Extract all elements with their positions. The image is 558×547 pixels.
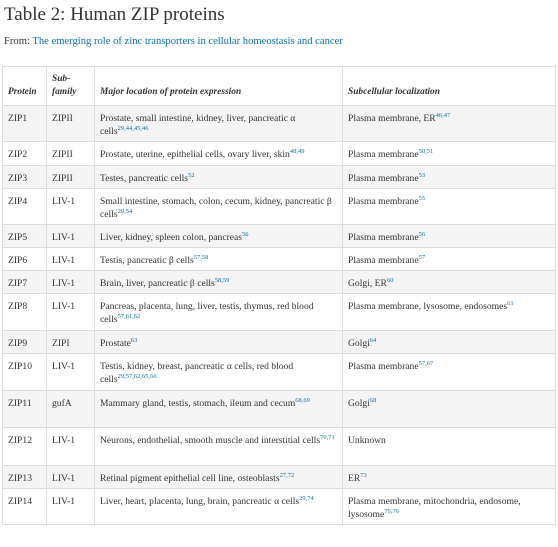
cell-protein-text: ZIP1 [8,113,28,124]
reference-link[interactable]: 73 [360,471,367,479]
table-row [3,466,556,489]
header-location: Major location of protein expression [95,67,343,106]
cell-subcellular [343,466,556,489]
header-subcellular: Subcellular localization [343,67,556,106]
cell-subcellular [343,331,556,354]
cell-subcellular-text: Plasma membrane [348,232,419,243]
cell-location-text: Liver, heart, placenta, lung, brain, pancreatic α cells [100,496,300,507]
cell-subfamily-text: gufA [52,398,72,409]
cell-subfamily-text: LIV-1 [52,361,76,372]
cell-location [95,294,343,331]
reference-link[interactable]: 56 [242,230,249,238]
table-row [3,189,556,225]
cell-subcellular-text: ER [348,473,361,484]
reference-link[interactable]: 68,69 [295,396,310,404]
cell-location [95,466,343,489]
table-row [3,489,556,525]
cell-subcellular-text: Golgi, ER [348,278,387,289]
cell-location-text: Neurons, endothelial, smooth muscle and interstitial cells [100,435,321,446]
cell-protein-text: ZIP13 [8,473,32,484]
reference-link[interactable]: 29,54 [117,207,133,215]
cell-location-text: Brain, liver, pancreatic β cells [100,278,215,289]
cell-subfamily-text: LIV-1 [52,255,76,266]
cell-subfamily [47,466,95,489]
cell-protein [3,106,47,142]
cell-protein [3,225,47,248]
cell-protein-text: ZIP4 [8,196,28,207]
reference-link[interactable]: 46,47 [435,111,451,119]
cell-location [95,271,343,294]
cell-protein [3,248,47,271]
reference-link[interactable]: 57,61,62 [117,312,141,320]
cell-subfamily-text: ZIPII [52,149,73,160]
cell-location-text: Retinal pigment epithelial cell line, osteoblasts [100,473,280,484]
reference-link[interactable]: 64 [369,336,377,344]
cell-subcellular [343,428,556,466]
cell-subcellular [343,354,556,391]
cell-location [95,225,343,248]
reference-link[interactable]: 68 [369,396,377,404]
cell-subcellular [343,271,556,294]
reference-link[interactable]: 55 [418,194,426,202]
cell-location [95,142,343,166]
cell-subfamily [47,354,95,391]
cell-protein-text: ZIP5 [8,232,28,243]
cell-subcellular [343,294,556,331]
cell-subcellular [343,106,556,142]
table-row [3,225,556,248]
cell-subfamily [47,142,95,166]
from-label: From: [4,36,30,47]
reference-link[interactable]: 60 [386,276,394,284]
cell-protein-text: ZIP8 [8,301,28,312]
cell-location-text: Prostate [100,338,131,349]
table-row [3,248,556,271]
reference-link[interactable]: 70,71 [320,433,335,441]
cell-protein [3,166,47,189]
cell-subfamily-text: ZIPI [52,338,70,349]
cell-subfamily [47,294,95,331]
cell-subcellular [343,248,556,271]
cell-subcellular-text: Plasma membrane, ER [348,113,436,124]
reference-link[interactable]: 29,74 [299,494,314,502]
cell-subfamily-text: LIV-1 [52,435,76,446]
table-row [3,331,556,354]
cell-location [95,354,343,391]
cell-subcellular [343,391,556,428]
cell-subfamily [47,271,95,294]
cell-subfamily-text: LIV-1 [52,496,76,507]
cell-subcellular [343,225,556,248]
cell-protein-text: ZIP7 [8,278,28,289]
cell-location [95,489,343,525]
table-row [3,106,556,142]
cell-location-text: Testes, pancreatic cells [100,173,189,184]
cell-subcellular-text: Golgi [348,338,370,349]
cell-protein-text: ZIP6 [8,255,28,266]
header-protein: Protein [3,67,47,106]
cell-subfamily-text: ZIPII [52,113,73,124]
cell-location-text: Liver, kidney, spleen colon, pancreas [100,232,243,243]
cell-location-text: Pancreas, placenta, lung, liver, testis, thymus, red blood cells [100,301,314,325]
table-row [3,271,556,294]
cell-location [95,331,343,354]
cell-protein [3,189,47,225]
cell-protein [3,489,47,525]
header-row [3,67,556,106]
cell-location [95,166,343,189]
reference-link[interactable]: 63 [130,336,138,344]
reference-link[interactable]: 56 [418,230,426,238]
cell-subcellular-text: Golgi [348,398,370,409]
cell-protein [3,331,47,354]
cell-subcellular-text: Plasma membrane [348,196,419,207]
reference-link[interactable]: 29,57,62,65,66 [117,372,157,380]
cell-location-text: Prostate, uterine, epithelial cells, ovary liver, skin [100,149,290,160]
cell-location-text: Testis, pancreatic β cells [100,255,194,266]
cell-subcellular-text: Plasma membrane [348,255,419,266]
cell-subfamily [47,331,95,354]
reference-link[interactable]: 75,76 [384,507,399,515]
cell-subfamily-text: LIV-1 [52,473,76,484]
cell-protein [3,142,47,166]
cell-subfamily-text: LIV-1 [52,301,76,312]
cell-location [95,391,343,428]
cell-protein [3,428,47,466]
cell-subfamily [47,166,95,189]
cell-subcellular-text: Plasma membrane, lysosome, endosomes [348,301,508,312]
cell-subfamily-text: LIV-1 [52,278,76,289]
zip-proteins-table [2,66,556,525]
cell-protein [3,354,47,391]
cell-location-text: Testis, kidney, breast, pancreatic α cells, red blood cells [100,361,294,385]
cell-protein-text: ZIP12 [8,435,32,446]
cell-location [95,428,343,466]
reference-link[interactable]: 27,72 [279,471,295,479]
table-row [3,142,556,166]
cell-location [95,189,343,225]
cell-subfamily [47,189,95,225]
table-title: Table 2: Human ZIP proteins [4,4,225,25]
cell-protein-text: ZIP2 [8,149,28,160]
cell-protein [3,391,47,428]
reference-link[interactable]: 52 [188,171,195,179]
reference-link[interactable]: 57,58 [193,253,209,261]
cell-protein [3,294,47,331]
cell-subcellular-text: Plasma membrane [348,361,419,372]
cell-location-text: Mammary gland, testis, stomach, ileum and cecum [100,398,296,409]
table-row [3,166,556,189]
cell-protein-text: ZIP11 [8,398,32,409]
table-body [3,106,556,525]
cell-protein [3,466,47,489]
source-article-link[interactable]: The emerging role of zinc transporters in cellular homeostasis and cancer [32,36,343,47]
table-row [3,354,556,391]
cell-subcellular-text: Unknown [348,435,386,446]
cell-subfamily [47,248,95,271]
table-row [3,428,556,466]
cell-protein [3,271,47,294]
reference-link[interactable]: 57 [418,253,426,261]
cell-protein-text: ZIP10 [8,361,32,372]
reference-link[interactable]: 61 [507,299,514,307]
cell-subfamily [47,391,95,428]
cell-protein-text: ZIP9 [8,338,28,349]
reference-link[interactable]: 50,51 [418,147,434,155]
header-subfamily: Sub-family [47,67,95,106]
cell-subfamily [47,428,95,466]
reference-link[interactable]: 53 [418,171,426,179]
cell-location [95,248,343,271]
cell-location-text: Prostate, small intestine, kidney, liver, pancreatic α cells [100,113,296,137]
cell-subfamily-text: LIV-1 [52,196,76,207]
cell-subcellular-text: Plasma membrane, mitochondria, endosome, lysosome [348,496,521,520]
table-row [3,294,556,331]
cell-subcellular-text: Plasma membrane [348,173,419,184]
cell-subfamily-text: LIV-1 [52,232,76,243]
cell-subcellular [343,489,556,525]
reference-link[interactable]: 57,67 [418,359,434,367]
cell-subcellular [343,166,556,189]
cell-location-text: Small intestine, stomach, colon, cecum, kidney, pancreatic β cells [100,196,332,220]
cell-subfamily [47,106,95,142]
source-line [4,36,343,47]
cell-subcellular-text: Plasma membrane [348,149,419,160]
cell-protein-text: ZIP3 [8,173,28,184]
table-row [3,391,556,428]
cell-subfamily [47,489,95,525]
cell-subcellular [343,142,556,166]
cell-protein-text: ZIP14 [8,496,32,507]
cell-subfamily [47,225,95,248]
reference-link[interactable]: 58,59 [214,276,230,284]
reference-link[interactable]: 29,44,45,46 [117,124,149,132]
cell-subcellular [343,189,556,225]
reference-link[interactable]: 48,49 [289,147,305,155]
cell-location [95,106,343,142]
cell-subfamily-text: ZIPII [52,173,73,184]
